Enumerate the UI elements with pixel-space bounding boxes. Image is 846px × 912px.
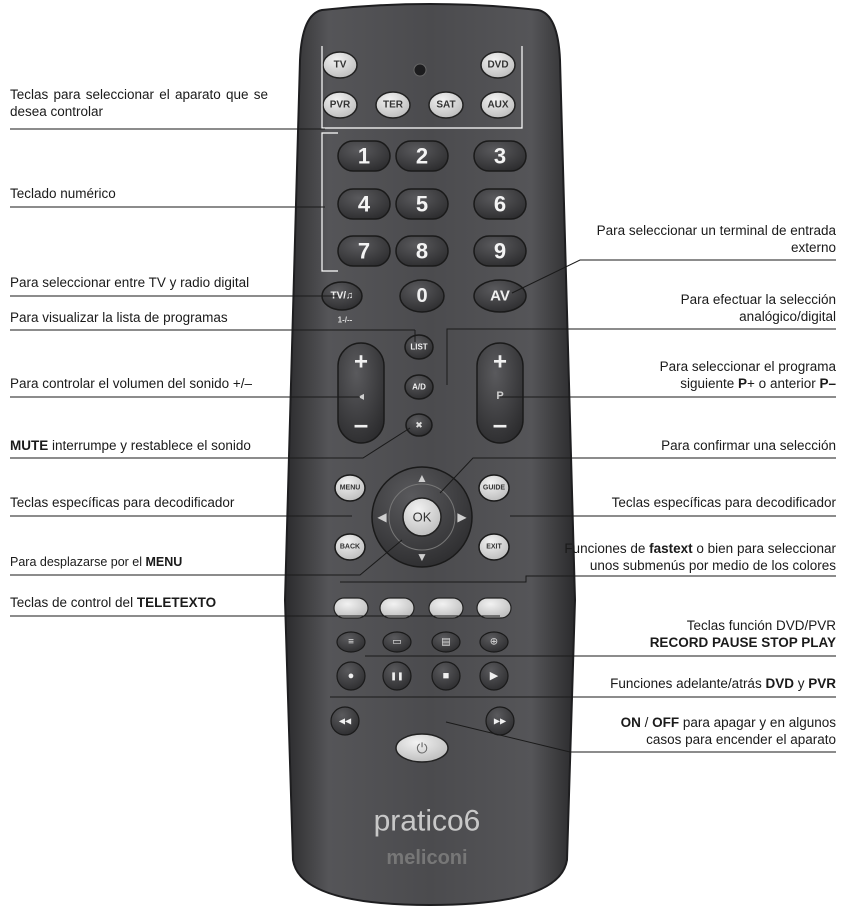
- fast-forward-icon: ▶▶: [493, 716, 507, 726]
- brand-maker-logo: meliconi: [386, 847, 468, 869]
- label-ad-select-line1: Para efectuar la selección: [680, 292, 836, 307]
- digit-key-label-3: 3: [493, 143, 507, 169]
- label-program-pm-2c: + o anterior: [747, 376, 820, 391]
- device-key-label-dvd: DVD: [487, 59, 509, 71]
- label-confirm-text: Para confirmar una selección: [661, 438, 836, 453]
- label-fastext: [526, 540, 836, 574]
- label-ad-select-line2: analógico/digital: [739, 309, 836, 324]
- nav-up-icon: ▲: [416, 471, 428, 485]
- label-teletext: [10, 594, 216, 611]
- device-key-label-tv: TV: [333, 59, 347, 71]
- teletext-subtitle-icon: ▤: [441, 636, 451, 648]
- label-fastext-line2: unos submenús por medio de los colores: [589, 558, 836, 573]
- label-onoff-1b: /: [640, 715, 653, 730]
- digit-key-label-1: 1: [357, 143, 371, 169]
- play-icon: ▶: [489, 670, 499, 682]
- label-av-input: [536, 222, 836, 256]
- teletext-tv-icon: ▭: [392, 636, 402, 648]
- ad-key-label: A/D: [412, 382, 426, 392]
- power-icon: ⏻: [416, 740, 428, 756]
- label-decoder-left: [10, 494, 234, 511]
- leader-av: [512, 260, 836, 293]
- pause-icon: ❚❚: [390, 671, 404, 681]
- device-key-label-aux: AUX: [487, 99, 509, 111]
- label-mute: [10, 437, 251, 454]
- label-volume: [10, 375, 252, 392]
- volume-plus-label: +: [353, 348, 369, 376]
- back-key-label: BACK: [339, 543, 361, 551]
- nav-down-icon: ▼: [416, 550, 428, 564]
- rewind-icon: ◀◀: [338, 716, 352, 726]
- program-p-label: P: [496, 390, 504, 402]
- digit-key-label-4: 4: [357, 191, 371, 217]
- device-key-label-ter: TER: [383, 99, 403, 111]
- label-dvd-pvr-keys: [536, 617, 836, 651]
- label-menu-nav-text: Para desplazarse por el: [10, 555, 146, 569]
- digit-key-0-label: 0: [416, 285, 428, 307]
- brand-model-logo: pratico6: [373, 804, 481, 838]
- label-onoff-1c: OFF: [652, 715, 680, 730]
- ok-key-label: OK: [412, 509, 432, 525]
- label-onoff-line1: [536, 714, 836, 731]
- nav-left-icon: ◀: [377, 510, 387, 524]
- volume-icon: ◂: [357, 389, 365, 403]
- device-key-label-pvr: PVR: [329, 99, 351, 111]
- program-plus-label: +: [492, 348, 508, 376]
- label-fwd-back: [536, 675, 836, 692]
- label-program-pm-2e: –: [828, 376, 836, 391]
- label-mute-bold: MUTE: [10, 438, 49, 453]
- label-av-input-line2: externo: [790, 240, 836, 255]
- stop-icon: ■: [442, 670, 450, 682]
- digit-key-label-6: 6: [493, 191, 507, 217]
- label-fastext-1b: fastext: [649, 541, 693, 556]
- label-dvd-pvr-line2: RECORD PAUSE STOP PLAY: [649, 635, 836, 650]
- label-select-device: [10, 86, 268, 120]
- record-icon: ●: [347, 670, 355, 682]
- digit-key-label-2: 2: [415, 143, 429, 169]
- label-program-list: [10, 309, 228, 326]
- teletext-mix-icon: ⊕: [489, 636, 499, 648]
- label-program-pm-line2: [536, 375, 836, 392]
- label-tv-radio: [10, 274, 249, 291]
- label-ad-select: [536, 291, 836, 325]
- label-tv-radio-text: Para seleccionar entre TV y radio digital: [10, 275, 250, 290]
- digit-key-label-7: 7: [357, 238, 371, 264]
- label-teletext-bold: TELETEXTO: [136, 595, 217, 610]
- dash-key-label: 1-/--: [337, 315, 353, 325]
- label-fwd-back-b: DVD: [765, 676, 794, 691]
- label-dvd-pvr-line1: Teclas función DVD/PVR: [686, 618, 836, 633]
- label-numeric-keypad-text: Teclado numérico: [10, 186, 116, 201]
- program-minus-label: –: [492, 409, 508, 439]
- label-decoder-left-text: Teclas específicas para decodificador: [10, 495, 235, 510]
- label-menu-nav-bold: MENU: [145, 555, 183, 569]
- label-fastext-1a: Funciones de: [564, 541, 650, 556]
- label-fwd-back-d: PVR: [808, 676, 836, 691]
- label-program-pm-2d: P: [819, 376, 829, 391]
- label-onoff: [536, 714, 836, 748]
- label-onoff-1d: para apagar y en algunos: [679, 715, 836, 730]
- label-program-pm-line1: Para seleccionar el programa: [659, 359, 836, 374]
- exit-key-label: EXIT: [486, 543, 502, 551]
- tv-radio-key-label: TV/♫: [330, 290, 354, 302]
- label-teletext-text: Teclas de control del: [10, 595, 137, 610]
- label-confirm: [536, 437, 836, 454]
- label-numeric-keypad: [10, 185, 116, 202]
- label-fastext-1c: o bien para seleccionar: [692, 541, 836, 556]
- label-av-input-line1: Para seleccionar un terminal de entrada: [596, 223, 836, 238]
- av-key-label: AV: [490, 287, 510, 305]
- digit-key-label-8: 8: [415, 238, 429, 264]
- list-key-label: LIST: [410, 342, 428, 352]
- digit-key-label-5: 5: [415, 191, 429, 217]
- label-program-pm-2a: siguiente: [680, 376, 739, 391]
- label-select-device-text: Teclas para seleccionar el aparato que se desea controlar: [10, 87, 268, 119]
- digit-key-label-9: 9: [493, 238, 507, 264]
- label-decoder-right: [536, 494, 836, 511]
- label-volume-text: Para controlar el volumen del sonido +/–: [10, 376, 253, 391]
- guide-key-label: GUIDE: [482, 484, 506, 492]
- mute-icon: ✖: [415, 420, 423, 430]
- volume-minus-label: –: [353, 409, 369, 439]
- label-decoder-right-text: Teclas específicas para decodificador: [611, 495, 836, 510]
- menu-key-label: MENU: [339, 484, 361, 492]
- leader-confirm: [440, 458, 836, 493]
- label-mute-rest: interrumpe y restablece el sonido: [48, 438, 251, 453]
- label-menu-nav: [10, 554, 182, 571]
- label-onoff-1a: ON: [620, 715, 641, 730]
- label-fwd-back-c: y: [793, 676, 809, 691]
- label-onoff-line2: casos para encender el aparato: [646, 732, 836, 747]
- device-key-label-sat: SAT: [436, 99, 456, 111]
- label-program-pm: [536, 358, 836, 392]
- teletext-text-icon: ≡: [348, 636, 354, 648]
- label-fastext-line1: [526, 540, 836, 557]
- leader-fastext: [340, 576, 836, 582]
- label-fwd-back-a: Funciones adelante/atrás: [610, 676, 766, 691]
- label-program-list-text: Para visualizar la lista de programas: [10, 310, 228, 325]
- label-program-pm-2b: P: [738, 376, 748, 391]
- nav-right-icon: ▶: [457, 510, 467, 524]
